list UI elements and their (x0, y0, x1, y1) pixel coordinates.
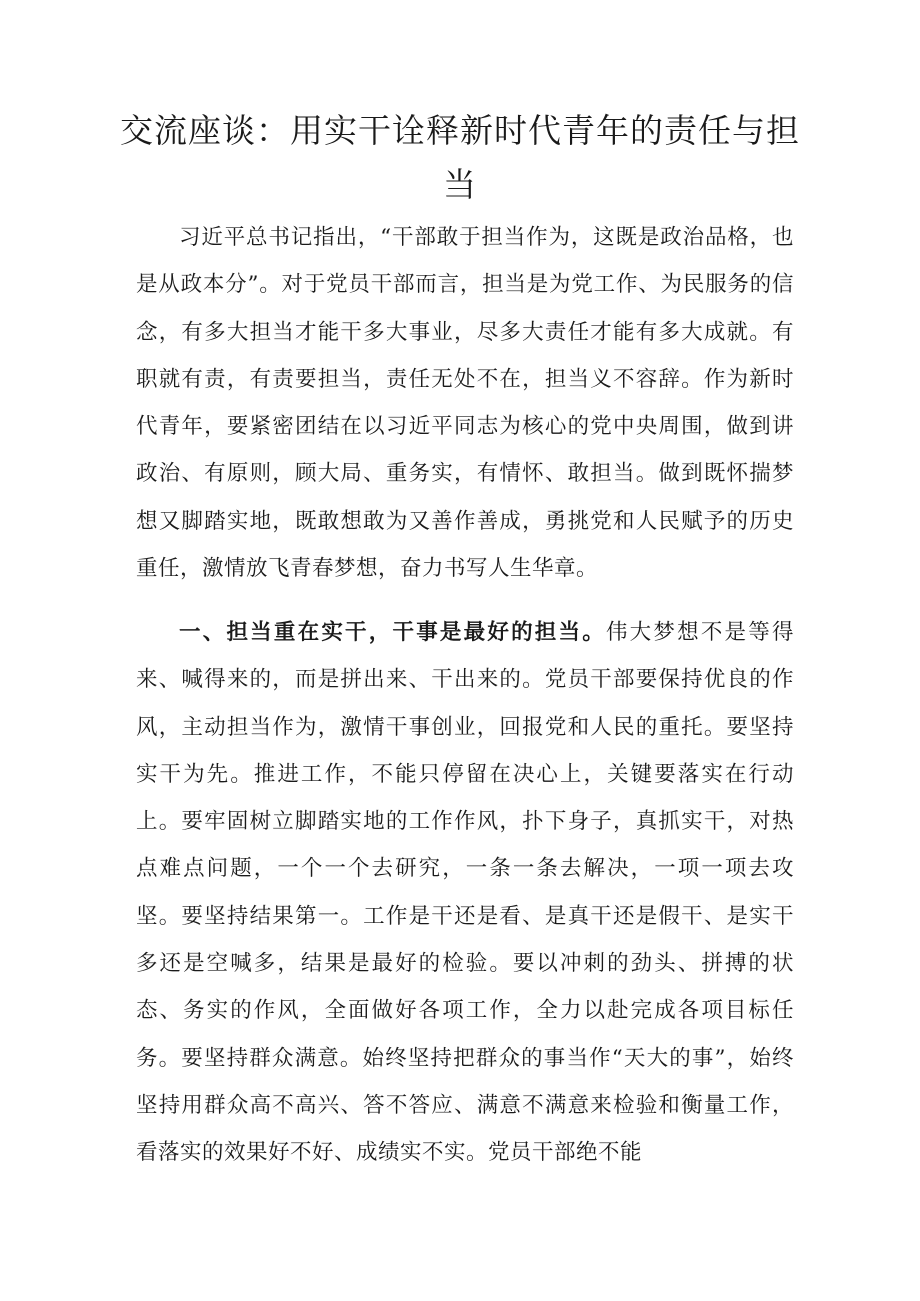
section-one-heading: 一、担当重在实干，干事是最好的担当。 (179, 620, 606, 645)
paragraph-section-one (136, 609, 794, 1177)
paragraph-intro-text: 习近平总书记指出，“干部敢于担当作为，这既是政治品格，也是从政本分”。对于党员干部而言，担当是为党工作、为民服务的信念，有多大担当才能干多大事业，尽多大责任才能有多大成就。有职就有责，有责要担当，责任无处不在，担当义不容辞。作为新时代青年，要紧密团结在以习近平同志为核心的党中央周围，做到讲政治、有原则，顾大局、重务实，有情怀、敢担当。做到既怀揣梦想又脚踏实地，既敢想敢为又善作善成，勇挑党和人民赋予的历史重任，激情放飞青春梦想，奋力书写人生华章。 (136, 225, 794, 582)
paragraph-section-one-text: 伟大梦想不是等得来、喊得来的，而是拼出来、干出来的。党员干部要保持优良的作风，主动担当作为，激情干事创业，回报党和人民的重托。要坚持实干为先。推进工作，不能只停留在决心上，关键要落实在行动上。要牢固树立脚踏实地的工作作风，扑下身子，真抓实干，对热点难点问题，一个一个去研究，一条一条去解决，一项一项去攻坚。要坚持结果第一。工作是干还是看、是真干还是假干、是实干多还是空喊多，结果是最好的检验。要以冲刺的劲头、拼搏的状态、务实的作风，全面做好各项工作，全力以赴完成各项目标任务。要坚持群众满意。始终坚持把群众的事当作“天大的事”，始终坚持用群众高不高兴、答不答应、满意不满意来检验和衡量工作，看落实的效果好不好、成绩实不实。党员干部绝不能 (136, 620, 794, 1166)
paragraph-intro (136, 214, 794, 592)
document-title: 交流座谈：用实干诠释新时代青年的责任与担当 (120, 111, 800, 204)
